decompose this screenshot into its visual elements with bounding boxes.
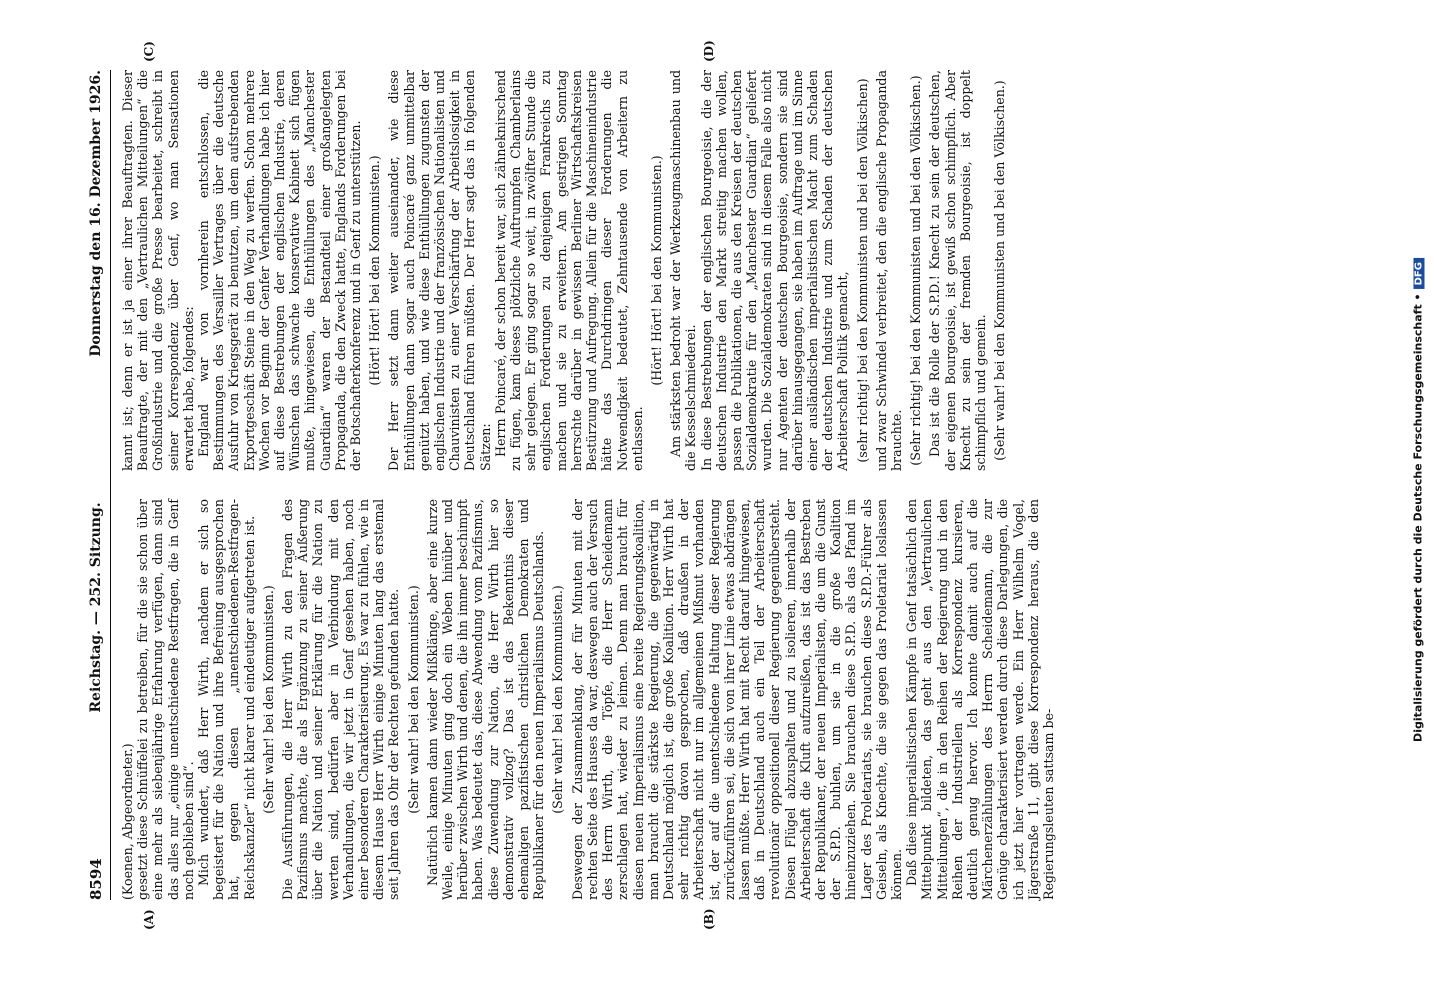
interjection: (Sehr wahr! bei den Kommunisten.) xyxy=(260,585,276,814)
session-date: Donnerstag den 16. Dezember 1926. xyxy=(88,70,104,357)
header-rule xyxy=(110,70,111,900)
interjection: (Sehr wahr! bei den Kommunisten.) xyxy=(405,585,421,814)
paragraph: Das ist die Rolle der S.P.D.! Knecht zu sein der deutschen, der eigenen Bourgeoisie, ist gewiß schon schimpflich. Aber Knecht zu sein der fremden Bourgeoisie, ist doppelt schimpflich und gemein. xyxy=(927,70,988,471)
credit-text: Digitalisierung gefördert durch die Deutsche Forschungsgemeinschaft • xyxy=(1411,293,1425,742)
interjection: (Sehr wahr! bei den Kommunisten und bei den Völkischen.) xyxy=(992,80,1008,461)
session-title: Reichstag. — 252. Sitzung. xyxy=(88,502,104,713)
paragraph: Der Herr setzt dann weiter auseinander, wie diese Enthüllungen dann sogar auch Poincaré ganz unmittelbar genützt haben, und wie diese Enthüllungen zugunsten der englischen Industrie und der französischen Nationalisten und Chauvinisten zu einer Verschärfung der Arbeitslosigkeit in Deutschland führen müßten. Der Herr sagt das in folgenden Sätzen: xyxy=(386,70,493,471)
rotated-page-content xyxy=(82,40,1322,930)
interjection: (Sehr richtig! bei den Kommunisten und bei den Völkischen.) xyxy=(908,75,924,466)
paragraph: Herrn Poincaré, der schon bereit war, sich zähneknirschend zu fügen, kam dieses plötzliche Auftrumpfen Chamberlains sehr gelegen. Er ging sogar so weit, in zwölfter Stunde die englischen Forderungen zu denjenigen Frankreichs zu machen und sie zu erweitern. Am gestrigen Sonntag herrschte darüber in gewissen Berliner Wirtschaftskreisen Bestürzung und Aufregung. Allein für die Maschinenindustrie hätte das Durchdringen dieser Forderungen die Notwendigkeit bedeutet, Zehntausende von Arbeitern zu entlassen. xyxy=(492,70,645,471)
margin-marker-b: (B) xyxy=(702,908,716,930)
text-columns xyxy=(120,70,1320,900)
right-column xyxy=(120,70,1320,471)
page-header xyxy=(82,70,110,900)
paragraph: Mich wundert, daß Herr Wirth, nachdem er sich so begeistert für die Nation und ihre Befreiung ausgesprochen hat, gegen diesen „unentschiedenen-Restfragen-Reichskanzler“ nicht klarer und eindeutiger aufgetreten ist. xyxy=(196,499,257,900)
margin-marker-d: (D) xyxy=(702,40,716,62)
left-column xyxy=(120,499,1320,900)
paragraph: In diese Bestrebungen der englischen Bourgeoisie, die der deutschen Industrie den Markt streitig machen wollen, passen die Publikationen, die aus den Kreisen der deutschen Sozialdemokratie für den „Manchester Guardian“ geliefert wurden. Die Sozialdemokraten sind in diesem Falle also nicht nur Agenten der deutschen Bourgeoisie, sondern sie sind darüber hinausgegangen, sie haben im Auftrage und im Sinne einer ausländischen imperialistischen Macht zum Schaden der deutschen Industrie und zum Schaden der deutschen Arbeiterschaft Politik gemacht, xyxy=(698,70,851,471)
paragraph: gesetzt diese Schnüffelei zu betreiben, für die sie schon über eine mehr als siebenjährige Erfahrung verfügen, dann sind das alles nur „einige unentschiedene Restfragen, die in Genf noch geblieben sind“. xyxy=(135,499,196,900)
margin-marker-a: (A) xyxy=(142,909,156,930)
interjection: (sehr richtig! bei den Kommunisten und bei den Völkischen) xyxy=(854,78,870,463)
paragraph: und zwar Schwindel verbreitet, den die englische Propaganda brauchte. xyxy=(873,70,904,471)
interjection: (Hört! Hört! bei den Kommunisten.) xyxy=(367,155,383,386)
paragraph: (Koenen, Abgeordneter.) xyxy=(120,743,135,900)
paragraph: Am stärksten bedroht war der Werkzeugmaschinenbau und die Kesselschmiederei. xyxy=(668,70,699,471)
paragraph: Die Ausführungen, die Herr Wirth zu den Fragen des Pazifismus machte, die als Ergänzung zu seiner Äußerung über die Nation und seiner Erklärung für die Nation zu werten sind, bedürfen aber in Verbindung mit den Verhandlungen, die wir jetzt in Genf gesehen haben, noch einer besonderen Charakterisierung. Es war zu fühlen, wie in diesem Hause Herr Wirth einige Minuten lang das erstemal seit Jahren das Ohr der Rechten gefunden hatte. xyxy=(280,499,402,900)
margin-marker-c: (C) xyxy=(142,41,156,62)
interjection: (Sehr wahr! bei den Kommunisten.) xyxy=(550,585,566,814)
digitization-credit xyxy=(1402,0,1434,1000)
paragraph: Daß diese imperialistischen Kämpfe in Genf tatsächlich den Mittelpunkt bildeten, das geht aus den „Vertraulichen Mitteilungen“, die in den Reihen der Regierung und in den Reihen der Industriellen als Korrespondenz kursieren, deutlich genug hervor. Ich konnte damit auch auf die Märchenerzählungen des Herrn Scheidemann, die zur Genüge charakterisiert werden durch diese Darlegungen, die ich jetzt hier vortragen werde. Ein Herr Wilhelm Vogel, Jägerstraße 11, gibt diese Korrespondenz heraus, die den Regierungsleuten sattsam be- xyxy=(904,499,1056,900)
dfg-logo: DFG xyxy=(1414,258,1425,289)
interjection: (Hört! Hört! bei den Kommunisten.) xyxy=(648,155,664,386)
paragraph: Natürlich kamen dann wieder Mißklänge, aber eine kurze Weile, einige Minuten ging doch ein Weben hinüber und herüber zwischen Wirth und denen, die ihn immer beschimpft haben. Was bedeutet das, diese Abwendung vom Pazifismus, diese Zuwendung zur Nation, die Herr Wirth hier so demonstrativ vollzog? Das ist das Bekenntnis dieser ehemaligen pazifistischen christlichen Demokraten und Republikaner für den neuen Imperialismus Deutschlands. xyxy=(424,499,547,900)
paragraph: England war von vornherein entschlossen, die Bestimmungen des Versailler Vertrages über die deutsche Ausfuhr von Kriegsgerät zu benutzen, um dem aufstrebenden Exportgeschäft Steine in den Weg zu werfen. Schon mehrere Wochen vor Beginn der Genfer Verhandlungen habe ich hier auf diese Bestrebungen der englischen Industrie, deren Wünschen das schwache konservative Kabinett sich fügen mußte, hingewiesen, die Enthüllungen des „Manchester Guardian“ waren der Bestandteil einer großangelegten Propaganda, die den Zweck hatte, Englands Forderungen bei der Botschafterkonferenz und in Genf zu unterstützen. xyxy=(196,70,364,471)
paragraph: Deswegen der Zusammenklang, der für Minuten mit der rechten Seite des Hauses da war, deswegen auch der Versuch des Herrn Wirth, die Töpfe, die Herr Scheidemann zerschlagen hat, wieder zu leimen. Denn man braucht für diesen neuen Imperialismus eine breite Regierungskoalition, man braucht die stärkste Regierung, die gegenwärtig in Deutschland möglich ist, die große Koalition. Herr Wirth hat sehr richtig davon gesprochen, daß draußen in der Arbeiterschaft nicht nur im allgemeinen Mißmut vorhanden ist, der auf die unentschiedene Haltung dieser Regierung zurückzuführen sei, die sich von ihrer Linie etwas abdrängen lassen müßte. Herr Wirth hat mit Recht darauf hingewiesen, daß in Deutschland auch ein Teil der Arbeiterschaft revolutionär oppositionell dieser Regierung gegenübersteht. Diesen Flügel abzuspalten und zu isolieren, innerhalb der Arbeiterschaft die Kluft aufzureißen, das ist das Bestreben der Republikaner, der neuen Imperialisten, die um die Gunst der S.P.D. buhlen, um sie in die große Koalition hineinzuziehen. Sie brauchen diese S.P.D. als das Pfand im Lager des Proletariats, sie brauchen diese S.P.D.-Führer als Geiseln, als Knechte, die sie gegen das Proletariat loslassen können. xyxy=(569,499,904,900)
page-number: 8594 xyxy=(87,858,105,900)
paragraph: kannt ist; denn er ist ja einer ihrer Beauftragten. Dieser Beauftragte, der mit den „Vertraulichen Mitteilungen“ die Großindustrie und die große Presse bearbeitet, schreibt in seiner Korrespondenz über Genf, wo man Sensationen erwartet habe, folgendes: xyxy=(120,70,196,471)
